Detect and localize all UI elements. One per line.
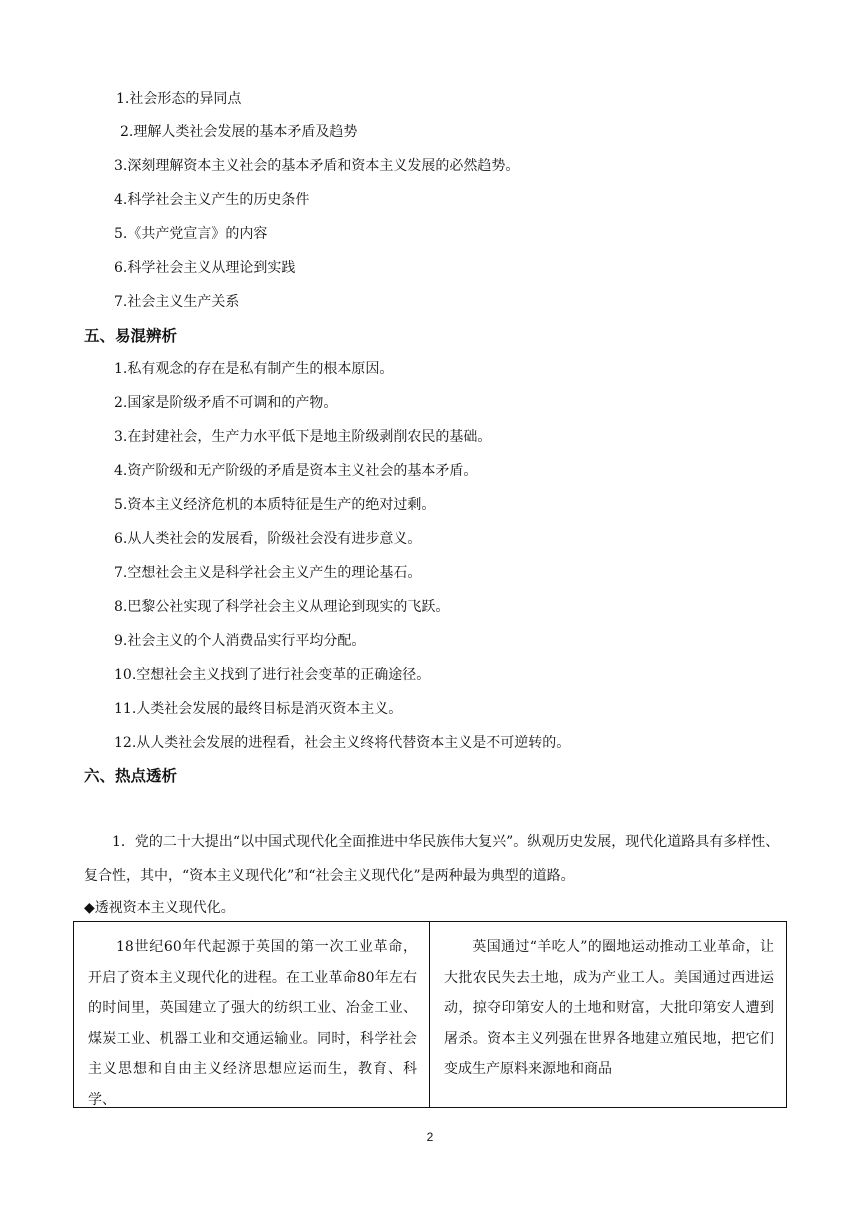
section5-item-6: 6.从人类社会的发展看，阶级社会没有进步意义。 — [114, 531, 422, 547]
section6-heading: 六、热点透析 — [84, 767, 178, 785]
section5-item-2: 2.国家是阶级矛盾不可调和的产物。 — [114, 395, 338, 411]
table-cell-left-text: 18世纪60年代起源于英国的第一次工业革命，开启了资本主义现代化的进程。在工业革命80年左右的时间里，英国建立了强大的纺织工业、冶金工业、煤炭工业、机器工业和交通运输业。同时，科学社会主义思想和自由主义经济思想应运而生，教育、科学、 — [88, 939, 417, 1107]
section4-item-2: 2.理解人类社会发展的基本矛盾及趋势 — [120, 124, 358, 140]
comparison-table — [73, 921, 787, 1108]
section5-item-7: 7.空想社会主义是科学社会主义产生的理论基石。 — [114, 565, 422, 581]
section5-item-3: 3.在封建社会，生产力水平低下是地主阶级剥削农民的基础。 — [114, 429, 492, 445]
section5-item-11: 11.人类社会发展的最终目标是消灭资本主义。 — [114, 701, 403, 717]
table-cell-right — [430, 922, 786, 1107]
section4-item-3: 3.深刻理解资本主义社会的基本矛盾和资本主义发展的必然趋势。 — [114, 158, 520, 174]
section4-item-4: 4.科学社会主义产生的历史条件 — [114, 192, 310, 208]
section5-item-5: 5.资本主义经济危机的本质特征是生产的绝对过剩。 — [114, 497, 436, 513]
section4-item-1: 1.社会形态的异同点 — [116, 91, 242, 107]
section4-item-6: 6.科学社会主义从理论到实践 — [114, 260, 296, 276]
hotspot-subheading: ◆透视资本主义现代化。 — [84, 900, 235, 916]
section5-heading: 五、易混辨析 — [84, 327, 178, 345]
section4-item-5: 5.《共产党宣言》的内容 — [114, 226, 268, 242]
section5-item-1: 1.私有观念的存在是私有制产生的根本原因。 — [114, 361, 394, 377]
section5-item-9: 9.社会主义的个人消费品实行平均分配。 — [114, 633, 366, 649]
section5-item-10: 10.空想社会主义找到了进行社会变革的正确途径。 — [114, 667, 431, 683]
section5-item-12: 12.从人类社会发展的进程看，社会主义终将代替资本主义是不可逆转的。 — [114, 735, 571, 751]
section4-item-7: 7.社会主义生产关系 — [114, 294, 240, 310]
page-number: 2 — [426, 1130, 434, 1144]
table-cell-right-text: 英国通过“羊吃人”的圈地运动推动工业革命，让大批农民失去土地，成为产业工人。美国通过西进运动，掠夺印第安人的土地和财富，大批印第安人遭到屠杀。资本主义列强在世界各地建立殖民地，把它们变成生产原料来源地和商品 — [444, 939, 774, 1077]
hotspot-paragraph-text: 1．党的二十大提出“以中国式现代化全面推进中华民族伟大复兴”。纵观历史发展，现代化道路具有多样性、复合性，其中，“资本主义现代化”和“社会主义现代化”是两种最为典型的道路。 — [84, 834, 780, 884]
section5-item-8: 8.巴黎公社实现了科学社会主义从理论到现实的飞跃。 — [114, 599, 450, 615]
table-cell-left — [74, 922, 430, 1107]
hotspot-paragraph — [84, 825, 784, 893]
section5-item-4: 4.资产阶级和无产阶级的矛盾是资本主义社会的基本矛盾。 — [114, 463, 478, 479]
